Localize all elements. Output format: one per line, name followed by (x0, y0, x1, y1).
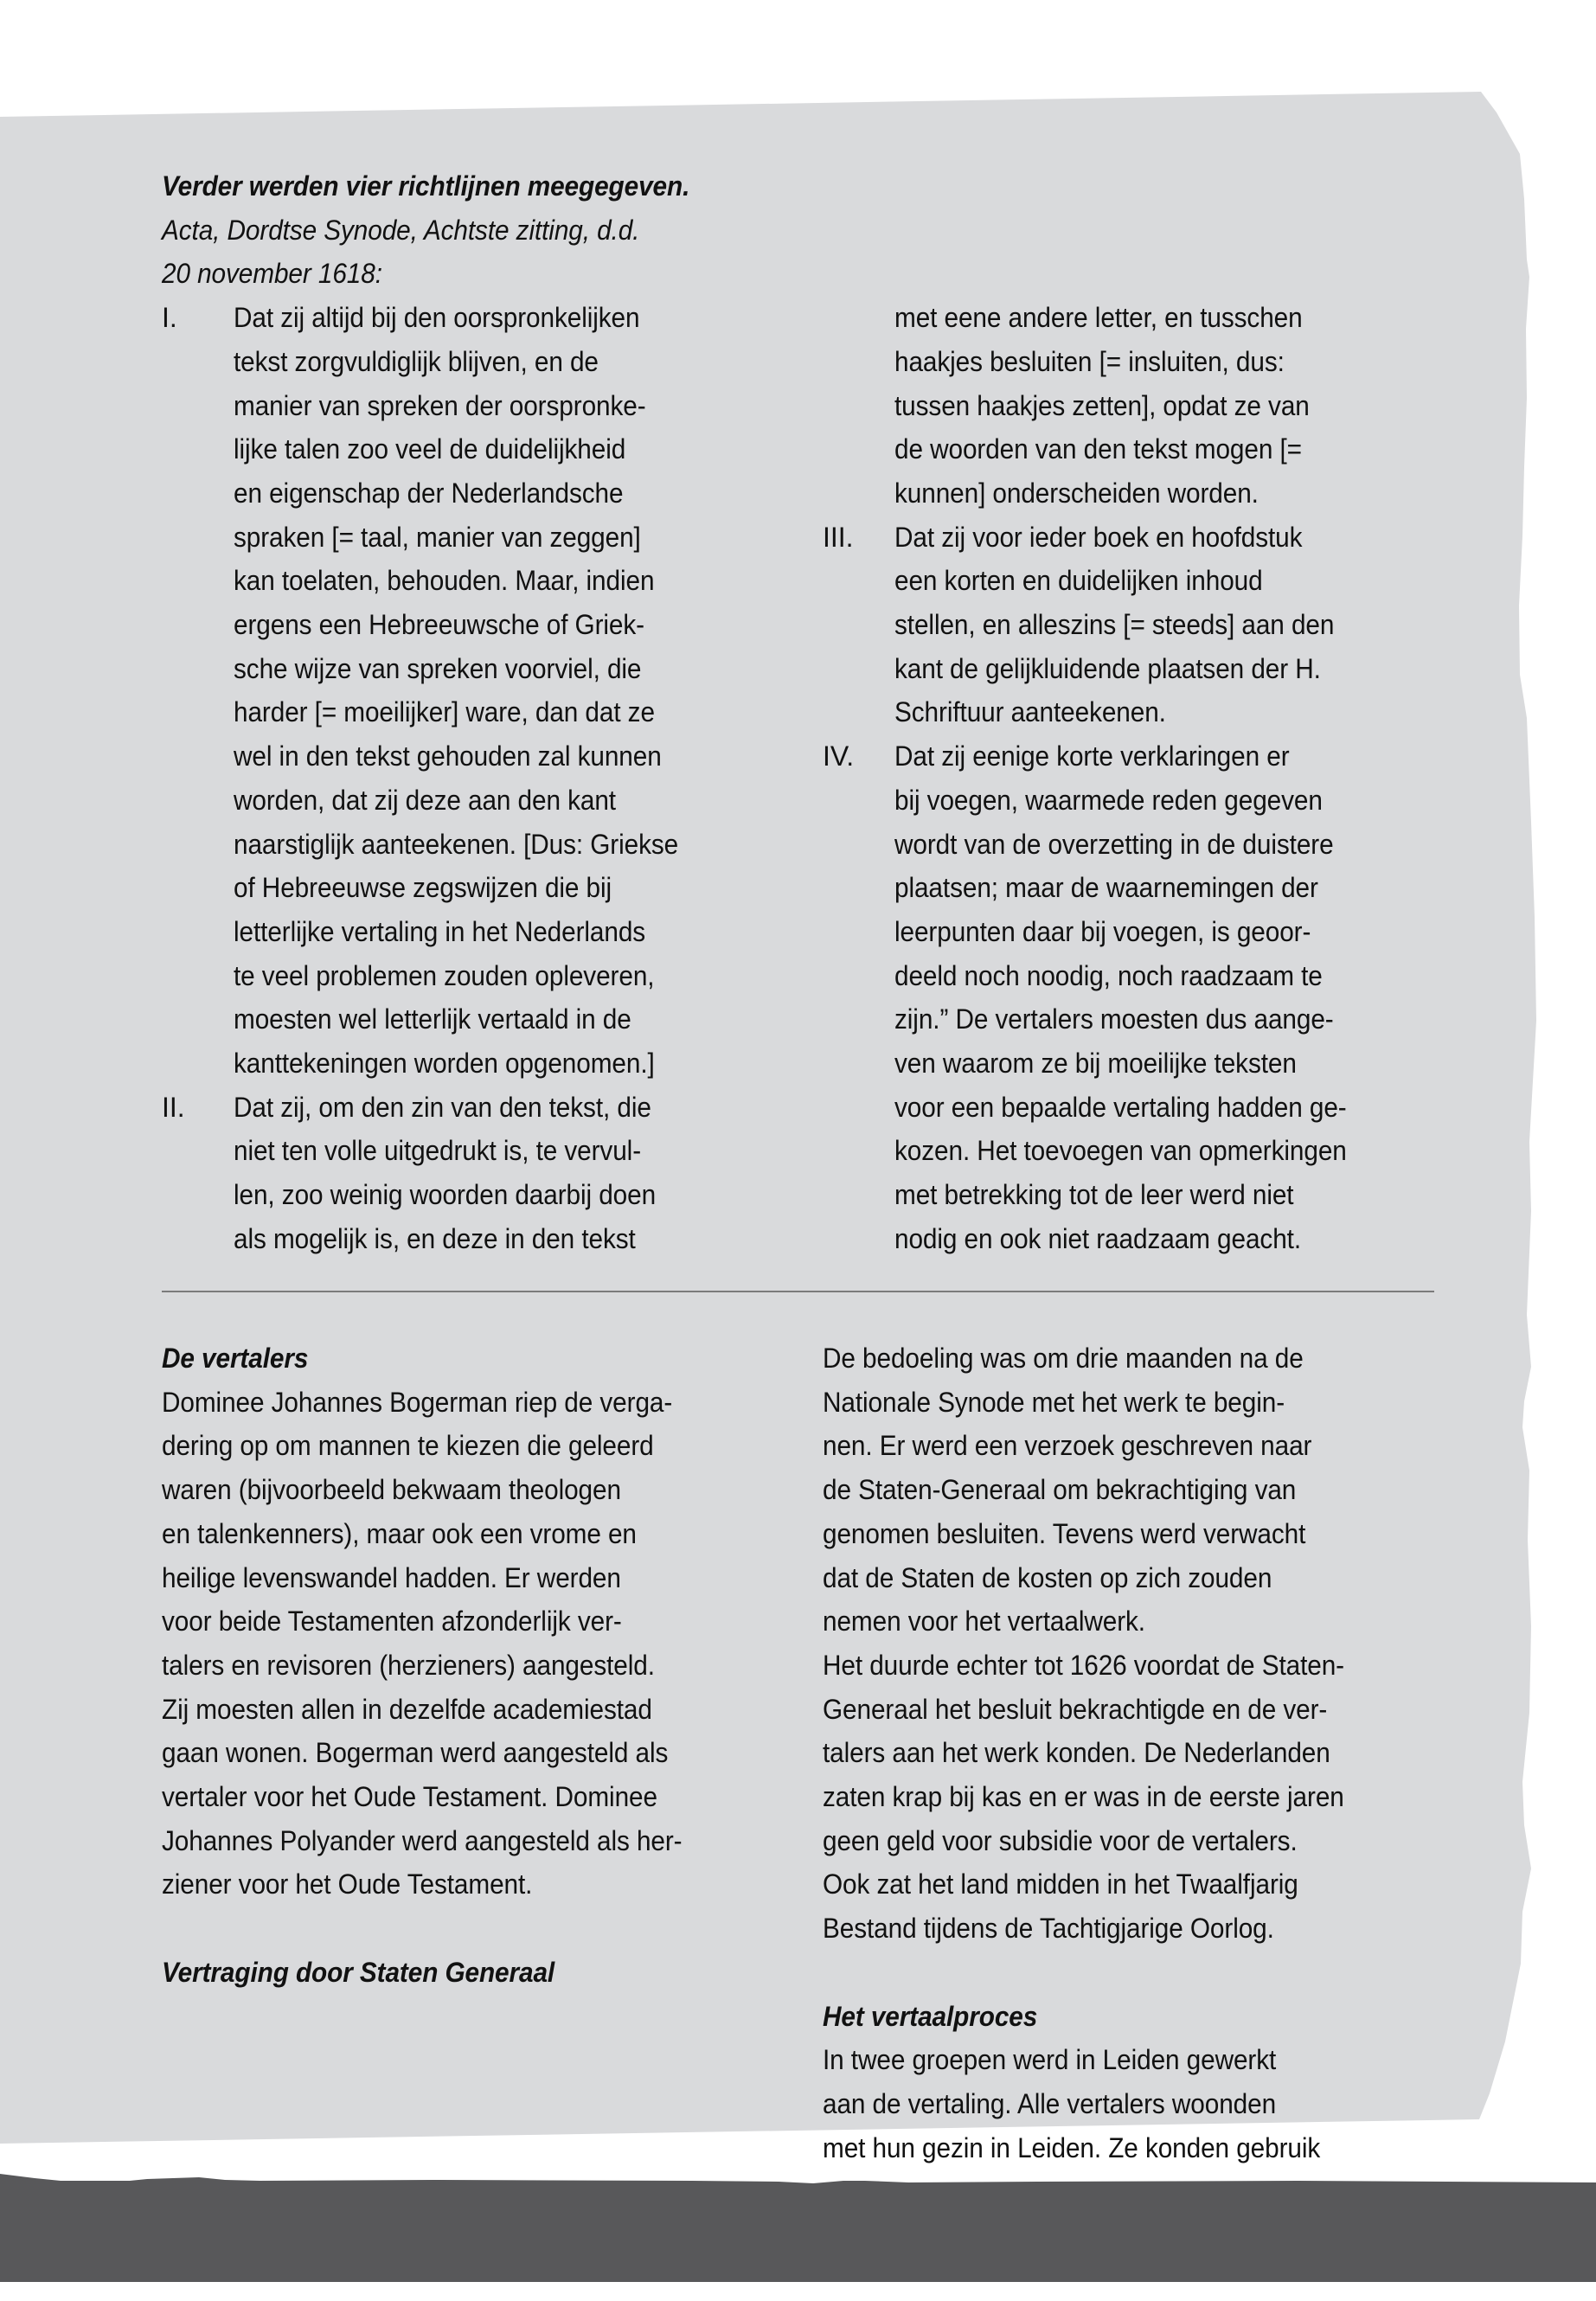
list-numeral: III. (823, 521, 854, 553)
paragraph-line: gaan wonen. Bogerman werd aangesteld als (162, 1737, 669, 1769)
paragraph-line: de Staten-Generaal om bekrachtiging van (823, 1474, 1297, 1506)
paragraph-line: dering op om mannen te kiezen die geleerd (162, 1430, 654, 1462)
list-item-line: Dat zij voor ieder boek en hoofdstuk (894, 521, 1303, 553)
list-item-line: ven waarom ze bij moeilijke teksten (894, 1048, 1297, 1079)
paragraph-line: Dominee Johannes Bogerman riep de verga- (162, 1386, 673, 1418)
paragraph-line: waren (bijvoorbeeld bekwaam theologen (162, 1474, 621, 1506)
list-item-line: tekst zorgvuldiglijk blijven, en de (234, 345, 599, 377)
list-item-line: kunnen] onderscheiden worden. (894, 477, 1259, 509)
list-item-line: of Hebreeuwse zegswijzen die bij (234, 872, 612, 904)
paragraph-line: Bestand tijdens de Tachtigjarige Oorlog. (823, 1913, 1274, 1945)
paragraph-line: vertaler voor het Oude Testament. Dominee (162, 1781, 657, 1812)
paragraph-line: Het duurde echter tot 1626 voordat de Staten- (823, 1649, 1345, 1681)
list-numeral: IV. (823, 740, 855, 772)
paragraph-line: nen. Er werd een verzoek geschreven naar (823, 1430, 1312, 1462)
paragraph-line: Ook zat het land midden in het Twaalfjarig (823, 1868, 1298, 1900)
list-item-line: voor een bepaalde vertaling hadden ge- (894, 1091, 1347, 1123)
list-item-line: len, zoo weinig woorden daarbij doen (234, 1179, 657, 1211)
list-item-line: als mogelijk is, en deze in den tekst (234, 1222, 636, 1254)
dark-footer-band (0, 2174, 1596, 2282)
list-item-line: worden, dat zij deze aan den kant (234, 784, 616, 816)
paragraph-line: nemen voor het vertaalwerk. (823, 1606, 1145, 1638)
list-item-line: kanttekeningen worden opgenomen.] (234, 1048, 655, 1079)
list-item-line: zijn.” De vertalers moesten dus aange- (894, 1003, 1334, 1035)
list-item-line: leerpunten daar bij voegen, is geoor- (894, 915, 1311, 947)
section-divider (162, 1291, 1434, 1292)
quote-title: Verder werden vier richtlijnen meegegeven. (162, 170, 690, 202)
list-item-line: kozen. Het toevoegen van opmerkingen (894, 1135, 1347, 1167)
paragraph-line: De bedoeling was om drie maanden na de (823, 1343, 1304, 1374)
paragraph-line: Johannes Polyander werd aangesteld als her- (162, 1824, 683, 1856)
list-item-line: met eene andere letter, en tusschen (894, 302, 1303, 334)
paragraph-line: en talenkenners), maar ook een vrome en (162, 1517, 637, 1549)
list-item-line: een korten en duidelijken inhoud (894, 565, 1263, 597)
paragraph-line: talers aan het werk konden. De Nederlanden (823, 1737, 1330, 1769)
list-item-line: met betrekking tot de leer werd niet (894, 1179, 1294, 1211)
list-item-line: sche wijze van spreken voorviel, die (234, 652, 642, 684)
list-item-line: haakjes besluiten [= insluiten, dus: (894, 345, 1285, 377)
paragraph-line: met hun gezin in Leiden. Ze konden gebruik (823, 2131, 1321, 2163)
paragraph-line: ziener voor het Oude Testament. (162, 1868, 533, 1900)
paragraph-line: talers en revisoren (herzieners) aangesteld. (162, 1649, 655, 1681)
list-item-line: te veel problemen zouden opleveren, (234, 959, 655, 991)
list-item-line: moesten wel letterlijk vertaald in de (234, 1003, 631, 1035)
section-heading: Vertraging door Staten Generaal (162, 1956, 555, 1988)
list-numeral: II. (162, 1091, 185, 1123)
list-item-line: wordt van de overzetting in de duistere (894, 828, 1334, 860)
quote-source-line: Acta, Dordtse Synode, Achtste zitting, d.d. (162, 214, 640, 246)
list-item-line: niet ten volle uitgedrukt is, te vervul- (234, 1135, 642, 1167)
list-item-line: naarstiglijk aanteekenen. [Dus: Griekse (234, 828, 679, 860)
list-item-line: manier van spreken der oorspronke- (234, 389, 646, 421)
section-heading: De vertalers (162, 1343, 309, 1374)
list-item-line: bij voegen, waarmede reden gegeven (894, 784, 1323, 816)
paragraph-line: In twee groepen werd in Leiden gewerkt (823, 2044, 1277, 2076)
list-item-line: en eigenschap der Nederlandsche (234, 477, 624, 509)
list-item-line: harder [= moeilijker] ware, dan dat ze (234, 696, 655, 728)
list-item-line: deeld noch noodig, noch raadzaam te (894, 959, 1323, 991)
paragraph-line: Zij moesten allen in dezelfde academiestad (162, 1693, 652, 1725)
paragraph-line: zaten krap bij kas en er was in de eerste jaren (823, 1781, 1344, 1812)
section-heading: Het vertaalproces (823, 2000, 1038, 2032)
list-item-line: letterlijke vertaling in het Nederlands (234, 915, 646, 947)
list-item-line: nodig en ook niet raadzaam geacht. (894, 1222, 1302, 1254)
paragraph-line: Nationale Synode met het werk te begin- (823, 1386, 1285, 1418)
paragraph-line: genomen besluiten. Tevens werd verwacht (823, 1517, 1306, 1549)
paragraph-line: geen geld voor subsidie voor de vertalers. (823, 1824, 1298, 1856)
list-item-line: lijke talen zoo veel de duidelijkheid (234, 433, 626, 465)
list-item-line: Dat zij, om den zin van den tekst, die (234, 1091, 651, 1123)
list-item-line: spraken [= taal, manier van zeggen] (234, 521, 641, 553)
list-item-line: tussen haakjes zetten], opdat ze van (894, 389, 1310, 421)
paragraph-line: aan de vertaling. Alle vertalers woonden (823, 2087, 1277, 2119)
quote-source-line: 20 november 1618: (162, 258, 382, 290)
paragraph-line: Generaal het besluit bekrachtigde en de ver- (823, 1693, 1328, 1725)
list-item-line: Dat zij altijd bij den oorspronkelijken (234, 302, 640, 334)
list-item-line: Schriftuur aanteekenen. (894, 696, 1166, 728)
list-numeral: I. (162, 302, 177, 334)
list-item-line: plaatsen; maar de waarnemingen der (894, 872, 1318, 904)
list-item-line: stellen, en alleszins [= steeds] aan den (894, 609, 1335, 640)
paragraph-line: voor beide Testamenten afzonderlijk ver- (162, 1606, 622, 1638)
list-item-line: ergens een Hebreeuwsche of Griek- (234, 609, 644, 640)
list-item-line: de woorden van den tekst mogen [= (894, 433, 1302, 465)
list-item-line: Dat zij eenige korte verklaringen er (894, 740, 1290, 772)
paragraph-line: dat de Staten de kosten op zich zouden (823, 1561, 1272, 1593)
paragraph-line: heilige levenswandel hadden. Er werden (162, 1561, 621, 1593)
list-item-line: kant de gelijkluidende plaatsen der H. (894, 652, 1321, 684)
list-item-line: wel in den tekst gehouden zal kunnen (234, 740, 662, 772)
list-item-line: kan toelaten, behouden. Maar, indien (234, 565, 655, 597)
